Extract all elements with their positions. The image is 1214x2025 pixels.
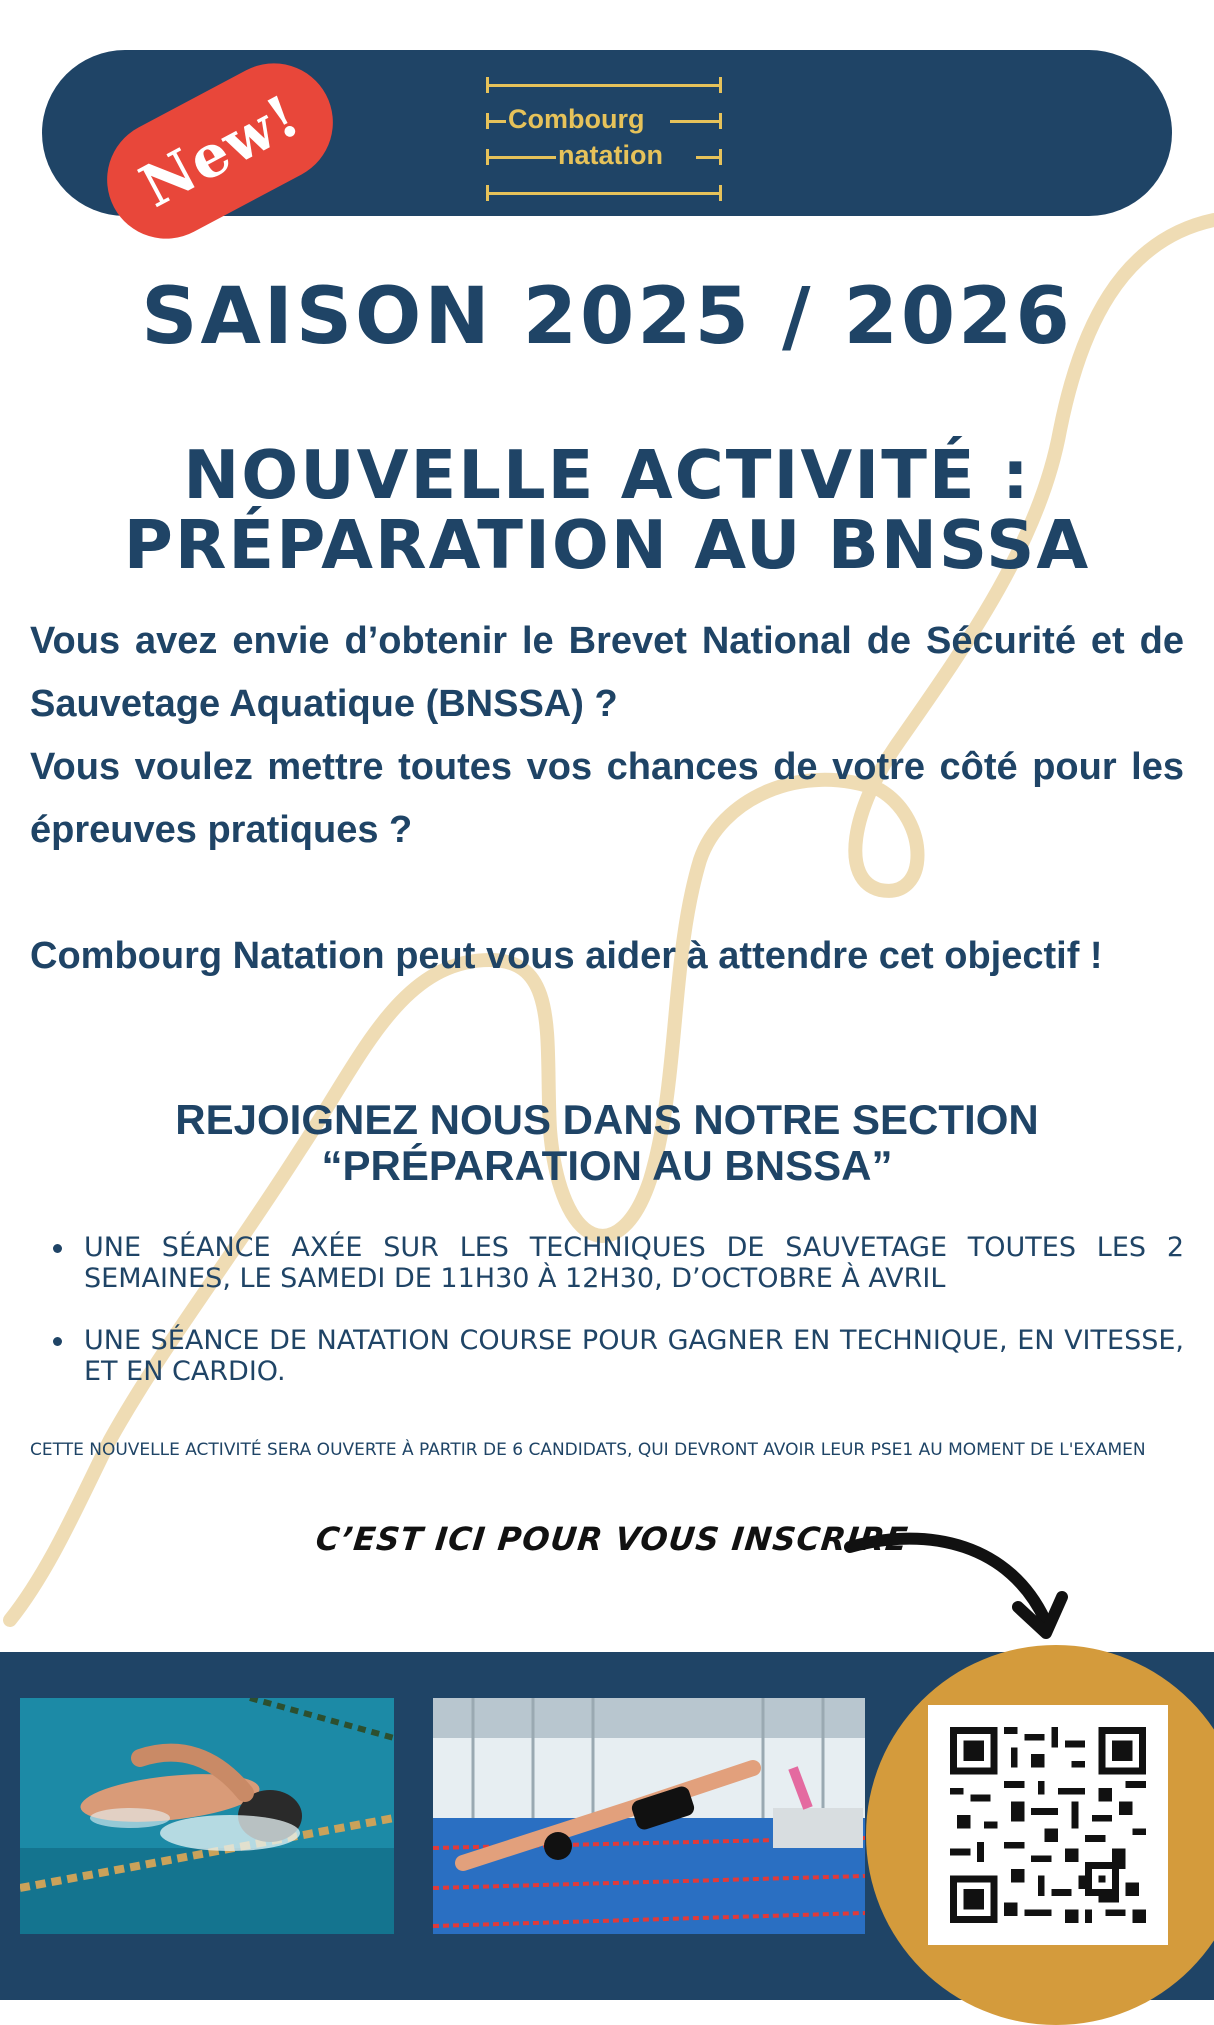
activity-title-line2: PRÉPARATION AU BNSSA bbox=[123, 506, 1091, 584]
club-logo bbox=[486, 74, 722, 202]
bullet-dot bbox=[53, 1337, 62, 1346]
qr-code-icon[interactable] bbox=[950, 1727, 1146, 1923]
logo-line2: natation bbox=[558, 140, 663, 170]
list-item-text: UNE SÉANCE DE NATATION COURSE POUR GAGNER EN TECHNIQUE, EN VITESSE, ET EN CARDIO. bbox=[84, 1325, 1184, 1387]
join-heading-line2: “PRÉPARATION AU BNSSA” bbox=[321, 1142, 893, 1189]
signup-call-to-action: C’EST ICI POUR VOUS INSCRIRE bbox=[314, 1520, 911, 1558]
fine-print-note: CETTE NOUVELLE ACTIVITÉ SERA OUVERTE À PARTIR DE 6 CANDIDATS, QUI DEVRONT AVOIR LEUR PSE1 AU MOMENT DE L'EXAMEN bbox=[30, 1440, 1146, 1460]
session-list bbox=[84, 1232, 1184, 1418]
intro-paragraph-3: Combourg Natation peut vous aider à attendre cet objectif ! bbox=[30, 935, 1103, 977]
activity-title-line1: NOUVELLE ACTIVITÉ : bbox=[183, 436, 1031, 514]
intro-paragraph-1: Vous avez envie d’obtenir le Brevet National de Sécurité et de Sauvetage Aquatique (BNSSA) ? bbox=[30, 620, 1184, 725]
bullet-dot bbox=[53, 1244, 62, 1253]
intro-paragraph-2: Vous voulez mettre toutes vos chances de votre côté pour les épreuves pratiques ? bbox=[30, 746, 1184, 851]
list-item-text: UNE SÉANCE AXÉE SUR LES TECHNIQUES DE SAUVETAGE TOUTES LES 2 SEMAINES, LE SAMEDI DE 11H30 À 12H30, D’OCTOBRE À AVRIL bbox=[84, 1232, 1184, 1294]
curved-arrow-icon bbox=[840, 1525, 1070, 1650]
swimmer-photo bbox=[20, 1698, 394, 1934]
new-badge-label: New! bbox=[129, 81, 311, 221]
logo-line1: Combourg bbox=[508, 104, 645, 134]
join-heading bbox=[0, 1097, 1214, 1189]
intro-text bbox=[30, 610, 1184, 988]
activity-title bbox=[0, 436, 1214, 584]
list-item bbox=[84, 1232, 1184, 1294]
diving-swimmer-photo bbox=[433, 1698, 865, 1934]
join-heading-line1: REJOIGNEZ NOUS DANS NOTRE SECTION bbox=[175, 1096, 1039, 1143]
season-title: SAISON 2025 / 2026 bbox=[141, 272, 1073, 362]
list-item bbox=[84, 1325, 1184, 1387]
